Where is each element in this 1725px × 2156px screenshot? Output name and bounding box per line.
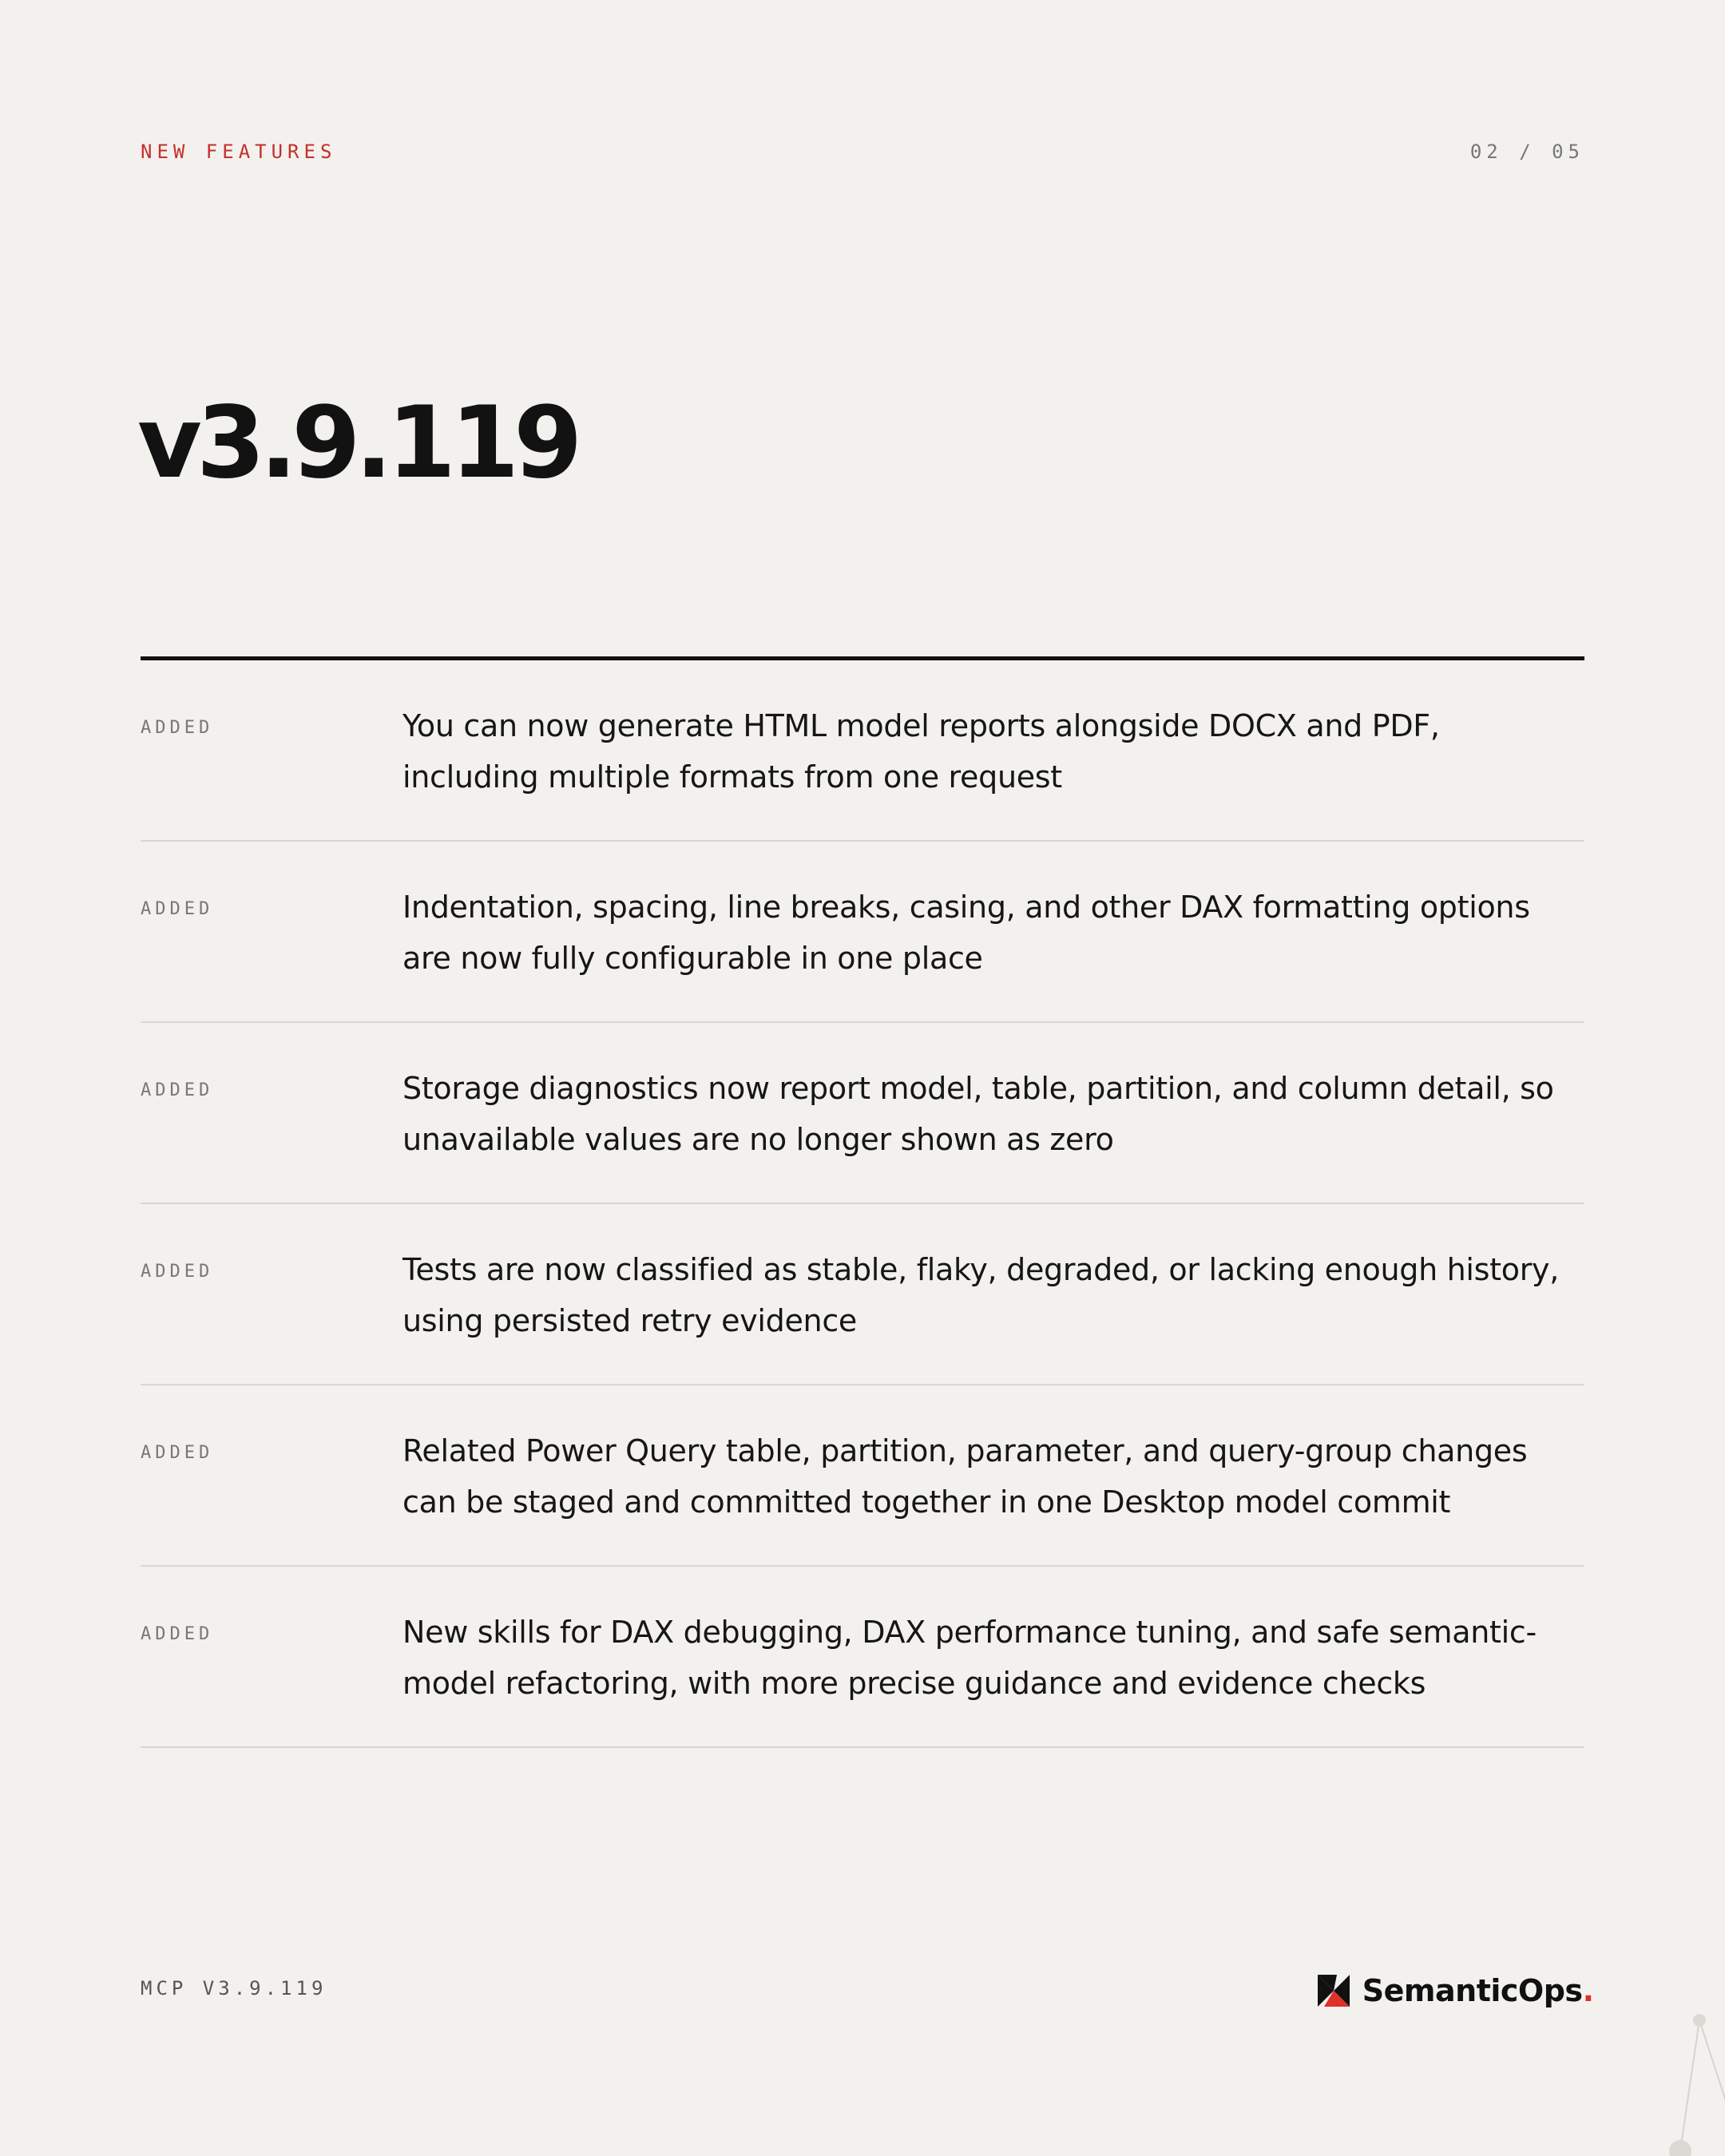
feature-tag: ADDED: [141, 718, 214, 738]
feature-row: [141, 660, 1584, 842]
section-label: NEW FEATURES: [141, 141, 337, 163]
feature-tag: ADDED: [141, 1080, 214, 1100]
semanticops-logo-icon: [1318, 1975, 1350, 2007]
feature-row: [141, 1567, 1584, 1748]
feature-description: You can now generate HTML model reports alongside DOCX and PDF, including multiple formats from one request: [402, 708, 1440, 795]
page-title: v3.9.119: [137, 386, 577, 501]
feature-tag: ADDED: [141, 899, 214, 919]
feature-row: [141, 1023, 1584, 1204]
feature-tag: ADDED: [141, 1443, 214, 1463]
feature-row: [141, 842, 1584, 1023]
product-version: MCP V3.9.119: [141, 1977, 327, 1999]
decorative-network-icon: [1597, 1996, 1725, 2156]
brand-name: SemanticOps: [1362, 1973, 1583, 2008]
feature-description: Related Power Query table, partition, parameter, and query-group changes can be staged and committed together in one Desktop model commit: [402, 1433, 1528, 1520]
feature-description: Indentation, spacing, line breaks, casing, and other DAX formatting options are now fully configurable in one place: [402, 890, 1530, 976]
feature-row: [141, 1385, 1584, 1567]
feature-tag: ADDED: [141, 1262, 214, 1282]
feature-list: [141, 660, 1584, 1748]
brand-dot: .: [1582, 1973, 1594, 2008]
feature-description: New skills for DAX debugging, DAX performance tuning, and safe semantic-model refactoring, with more precise guidance and evidence checks: [402, 1615, 1537, 1701]
page-indicator: 02 / 05: [1469, 141, 1584, 163]
brand: [1318, 1972, 1594, 2009]
feature-description: Tests are now classified as stable, flaky, degraded, or lacking enough history, using persisted retry evidence: [402, 1252, 1560, 1338]
feature-description: Storage diagnostics now report model, table, partition, and column detail, so unavailable values are no longer shown as zero: [402, 1071, 1554, 1157]
feature-tag: ADDED: [141, 1624, 214, 1644]
feature-row: [141, 1204, 1584, 1385]
